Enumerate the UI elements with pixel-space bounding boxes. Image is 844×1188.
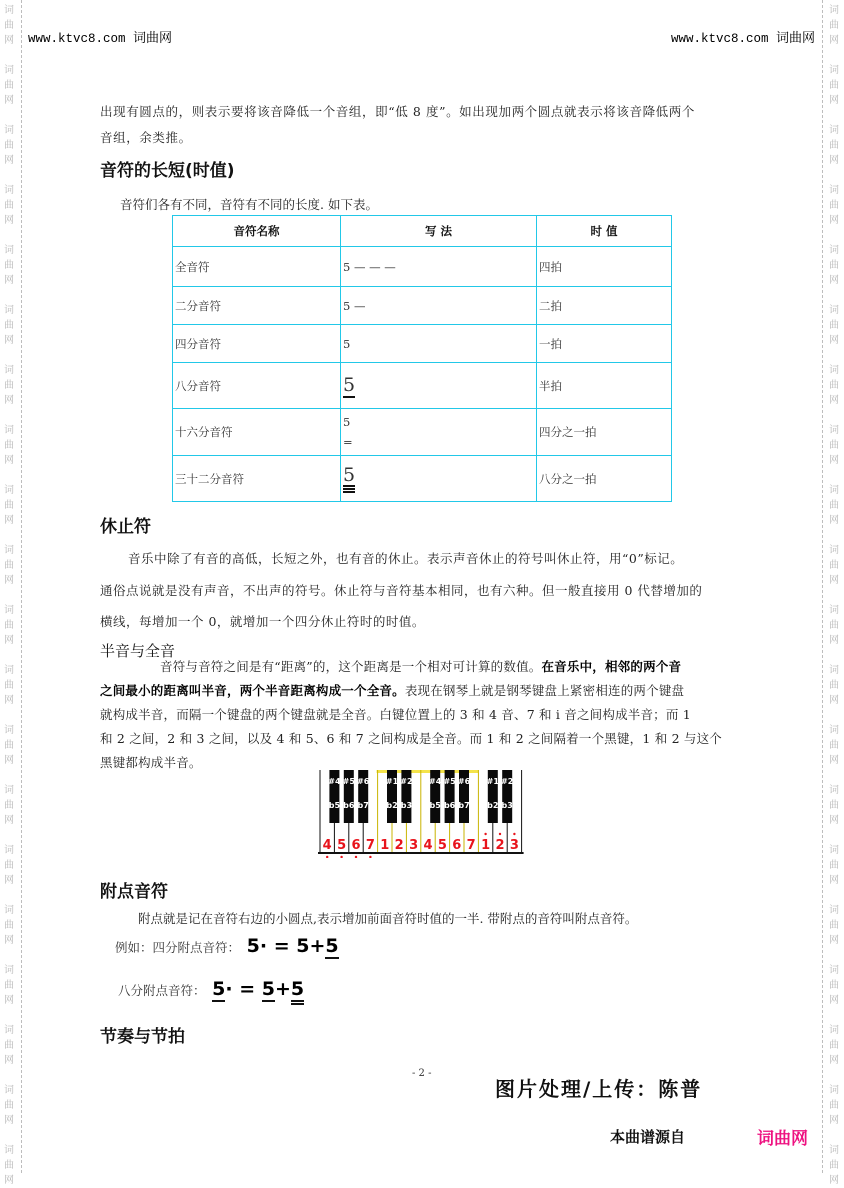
watermark-char: 网 xyxy=(829,155,839,166)
watermark-group xyxy=(2,1143,16,1188)
white-key-label: 7 xyxy=(365,838,375,853)
watermark-char: 曲 xyxy=(4,200,14,211)
watermark-char: 曲 xyxy=(4,860,14,871)
watermark-char: 曲 xyxy=(829,620,839,631)
watermark-char: 曲 xyxy=(829,320,839,331)
right-margin-divider xyxy=(822,0,823,1173)
rest-line-2: 通俗点说就是没有声音，不出声的符号。休止符与音符基本相同，也有六种。但一般直接用 0 代替增加的 xyxy=(100,583,703,598)
watermark-char: 词 xyxy=(829,785,839,796)
watermark-char: 词 xyxy=(4,545,14,556)
watermark-char: 词 xyxy=(829,425,839,436)
watermark-char: 曲 xyxy=(829,80,839,91)
header-left-site: 词曲网 xyxy=(133,31,173,46)
column-header-notation: 写 法 xyxy=(341,216,537,247)
watermark-char: 词 xyxy=(4,1145,14,1156)
black-key-sharp-label: #6 xyxy=(357,777,370,786)
note-value: 二拍 xyxy=(537,287,672,325)
watermark-char: 曲 xyxy=(4,1160,14,1171)
watermark-char: 网 xyxy=(4,635,14,646)
plus-sign: + xyxy=(275,978,291,1000)
note-notation: 5 xyxy=(343,373,356,396)
watermark-group xyxy=(827,843,841,888)
watermark-char: 曲 xyxy=(829,740,839,751)
watermark-char: 词 xyxy=(829,665,839,676)
watermark-group xyxy=(2,303,16,348)
white-key-label: 5 xyxy=(437,838,447,853)
watermark-char: 网 xyxy=(4,1175,14,1186)
watermark-group xyxy=(2,183,16,228)
table-row xyxy=(173,287,672,325)
watermark-char: 曲 xyxy=(4,980,14,991)
black-key-sharp-label: #2 xyxy=(400,777,413,786)
watermark-char: 词 xyxy=(4,65,14,76)
note-notation-cell xyxy=(341,363,537,409)
example-label: 例如：四分附点音符： xyxy=(115,940,241,955)
note-notation-cell xyxy=(341,409,537,456)
example-label: 八分附点音符： xyxy=(118,983,206,998)
watermark-char: 网 xyxy=(829,995,839,1006)
watermark-char: 词 xyxy=(4,245,14,256)
note-notation: 5 — — — xyxy=(341,247,537,287)
watermark-char: 网 xyxy=(829,755,839,766)
black-key-sharp-label: #1 xyxy=(486,777,499,786)
note-name: 十六分音符 xyxy=(173,409,341,456)
watermark-char: 曲 xyxy=(829,1160,839,1171)
watermark-char: 词 xyxy=(4,5,14,16)
watermark-char: 曲 xyxy=(4,740,14,751)
watermark-char: 网 xyxy=(4,1115,14,1126)
equals-sign: = xyxy=(273,935,290,957)
watermark-group xyxy=(2,843,16,888)
white-key-label: 4 xyxy=(423,838,433,853)
low-octave-dot xyxy=(326,856,328,858)
watermark-char: 曲 xyxy=(829,860,839,871)
black-key-flat-label: b6 xyxy=(443,801,456,810)
white-key-label: 6 xyxy=(452,838,462,853)
watermark-char: 网 xyxy=(4,935,14,946)
watermark-char: 曲 xyxy=(4,560,14,571)
black-key-flat-label: b2 xyxy=(386,801,398,810)
watermark-char: 词 xyxy=(4,605,14,616)
watermark-char: 网 xyxy=(829,395,839,406)
low-octave-dot xyxy=(369,856,371,858)
watermark-char: 网 xyxy=(829,275,839,286)
header-right xyxy=(671,27,815,46)
watermark-char: 词 xyxy=(4,845,14,856)
watermark-char: 曲 xyxy=(4,920,14,931)
watermark-char: 词 xyxy=(829,725,839,736)
watermark-char: 词 xyxy=(829,365,839,376)
black-key-flat-label: b2 xyxy=(487,801,499,810)
watermark-char: 词 xyxy=(829,245,839,256)
watermark-char: 曲 xyxy=(4,80,14,91)
section-title-duration: 音符的长短(时值) xyxy=(100,161,235,181)
table-row xyxy=(173,409,672,456)
watermark-char: 网 xyxy=(829,515,839,526)
watermark-group xyxy=(2,543,16,588)
white-key-label: 3 xyxy=(409,838,419,853)
augmentation-dot: · xyxy=(225,978,233,1000)
section-title-rhythm: 节奏与节拍 xyxy=(100,1027,185,1047)
watermark-char: 词 xyxy=(4,185,14,196)
column-header-value: 时 值 xyxy=(537,216,672,247)
watermark-char: 词 xyxy=(829,5,839,16)
note-notation-underline: = xyxy=(343,435,353,449)
black-key-sharp-label: #4 xyxy=(328,777,341,786)
black-key-sharp-label: #5 xyxy=(342,777,355,786)
piano-keyboard-diagram xyxy=(318,770,526,858)
watermark-char: 网 xyxy=(829,215,839,226)
note-value: 四拍 xyxy=(537,247,672,287)
section-title-semitone: 半音与全音 xyxy=(100,642,176,660)
note-duration-table xyxy=(172,215,672,502)
black-key-sharp-label: #4 xyxy=(429,777,442,786)
watermark-char: 网 xyxy=(4,455,14,466)
watermark-char: 网 xyxy=(829,95,839,106)
watermark-char: 网 xyxy=(4,335,14,346)
black-key-sharp-label: #1 xyxy=(385,777,399,786)
dotted-example-quarter xyxy=(115,935,339,959)
white-key-label: 5 xyxy=(337,838,347,853)
watermark-char: 词 xyxy=(4,485,14,496)
white-key-label: 4 xyxy=(322,838,332,853)
watermark-char: 词 xyxy=(829,485,839,496)
watermark-group xyxy=(2,243,16,288)
watermark-char: 词 xyxy=(829,1145,839,1156)
black-key-flat-label: b7 xyxy=(357,801,369,810)
watermark-group xyxy=(2,663,16,708)
watermark-char: 网 xyxy=(4,875,14,886)
note: 5 xyxy=(296,935,310,957)
watermark-char: 词 xyxy=(829,1085,839,1096)
table-row xyxy=(173,325,672,363)
watermark-char: 曲 xyxy=(4,1040,14,1051)
watermark-char: 曲 xyxy=(829,500,839,511)
watermark-char: 曲 xyxy=(829,920,839,931)
note-notation: 5 xyxy=(343,415,351,429)
low-octave-dot xyxy=(355,856,357,858)
watermark-char: 词 xyxy=(4,785,14,796)
watermark-char: 词 xyxy=(4,425,14,436)
watermark-group xyxy=(2,363,16,408)
watermark-char: 曲 xyxy=(4,20,14,31)
watermark-group xyxy=(2,423,16,468)
semitone-text: 音符与音符之间是有“距离”的，这个距离是一个相对可计算的数值。 xyxy=(160,659,542,674)
black-key-flat-label: b5 xyxy=(429,801,441,810)
semitone-emphasis: 在音乐中，相邻的两个音 xyxy=(541,659,682,674)
intro-line-1: 出现有圆点的，则表示要将该音降低一个音组，即“低 8 度”。如出现加两个圆点就表示将该音降低两个 xyxy=(100,104,695,119)
watermark-char: 网 xyxy=(829,635,839,646)
semitone-line-3: 就构成半音，而隔一个键盘的两个键盘就是全音。白键位置上的 3 和 4 音、7 和 i 音之间构成半音；而 1 xyxy=(100,707,691,722)
table-header-row xyxy=(173,216,672,247)
watermark-char: 网 xyxy=(829,815,839,826)
semitone-line-5: 黑键都构成半音。 xyxy=(100,755,202,770)
watermark-char: 词 xyxy=(829,305,839,316)
left-margin-divider xyxy=(21,0,22,1173)
watermark-char: 曲 xyxy=(4,500,14,511)
source-label: 本曲谱源自 xyxy=(610,1128,686,1146)
header-right-url[interactable]: www.ktvc8.com xyxy=(670,32,769,46)
page-number: - 2 - xyxy=(412,1068,432,1079)
watermark-char: 词 xyxy=(4,1025,14,1036)
black-key-sharp-label: #6 xyxy=(457,777,471,786)
note-notation: 5 xyxy=(343,466,355,493)
watermark-char: 词 xyxy=(829,845,839,856)
note-value: 半拍 xyxy=(537,363,672,409)
watermark-char: 曲 xyxy=(4,380,14,391)
note-name: 二分音符 xyxy=(173,287,341,325)
watermark-group xyxy=(2,903,16,948)
black-key-flat-label: b7 xyxy=(458,801,470,810)
watermark-group xyxy=(2,483,16,528)
watermark-char: 网 xyxy=(4,95,14,106)
watermark-group xyxy=(2,723,16,768)
header-left-url[interactable]: www.ktvc8.com xyxy=(28,32,126,46)
header-left xyxy=(28,27,172,46)
white-key-label: 2 xyxy=(495,838,505,853)
black-key-flat-label: b3 xyxy=(400,801,413,810)
watermark-char: 曲 xyxy=(829,200,839,211)
equals-sign: = xyxy=(239,978,256,1000)
watermark-char: 曲 xyxy=(829,440,839,451)
watermark-char: 网 xyxy=(4,155,14,166)
table-row xyxy=(173,456,672,502)
watermark-char: 词 xyxy=(829,605,839,616)
watermark-char: 词 xyxy=(829,1025,839,1036)
plus-sign: + xyxy=(309,935,326,957)
black-key-flat-label: b5 xyxy=(328,801,341,810)
black-key-flat-label: b6 xyxy=(343,801,355,810)
watermark-char: 网 xyxy=(829,1175,839,1186)
note-notation: 5 xyxy=(341,325,537,363)
black-key-sharp-label: #5 xyxy=(443,777,456,786)
watermark-char: 曲 xyxy=(4,260,14,271)
watermark-char: 网 xyxy=(4,815,14,826)
watermark-group xyxy=(827,183,841,228)
table-row xyxy=(173,363,672,409)
watermark-char: 曲 xyxy=(4,680,14,691)
watermark-char: 网 xyxy=(829,575,839,586)
watermark-char: 词 xyxy=(4,365,14,376)
watermark-char: 曲 xyxy=(829,1040,839,1051)
watermark-char: 词 xyxy=(4,665,14,676)
section-title-rest: 休止符 xyxy=(100,517,151,537)
dotted-lead: 附点就是记在音符右边的小圆点,表示增加前面音符时值的一半. 带附点的音符叫附点音符。 xyxy=(138,911,638,926)
column-header-name: 音符名称 xyxy=(173,216,341,247)
watermark-group xyxy=(827,63,841,108)
watermark-char: 曲 xyxy=(4,320,14,331)
watermark-char: 词 xyxy=(829,965,839,976)
semitone-emphasis: 之间最小的距离叫半音，两个半音距离构成一个全音。 xyxy=(100,683,405,698)
watermark-char: 网 xyxy=(4,515,14,526)
note-value: 八分之一拍 xyxy=(537,456,672,502)
watermark-char: 曲 xyxy=(4,620,14,631)
eighth-note: 5 xyxy=(261,978,275,1000)
watermark-group xyxy=(827,3,841,48)
section-title-dotted-note: 附点音符 xyxy=(100,882,168,902)
semitone-line-4: 和 2 之间，2 和 3 之间，以及 4 和 5、6 和 7 之间构成是全音。而 1 和 2 之间隔着一个黑键，1 和 2 与这个 xyxy=(100,731,723,746)
watermark-char: 网 xyxy=(4,575,14,586)
watermark-char: 网 xyxy=(829,455,839,466)
note-notation-cell xyxy=(341,456,537,502)
uploader-credit: 图片处理/上传：陈普 xyxy=(495,1077,703,1101)
watermark-group xyxy=(2,963,16,1008)
watermark-char: 网 xyxy=(829,875,839,886)
watermark-char: 网 xyxy=(4,1055,14,1066)
watermark-char: 网 xyxy=(4,215,14,226)
source-site-link[interactable]: 词曲网 xyxy=(757,1129,808,1149)
watermark-char: 网 xyxy=(4,395,14,406)
watermark-group xyxy=(2,1023,16,1068)
watermark-group xyxy=(827,363,841,408)
white-key-label: 7 xyxy=(466,838,476,853)
watermark-char: 网 xyxy=(4,695,14,706)
watermark-group xyxy=(827,543,841,588)
watermark-char: 曲 xyxy=(829,980,839,991)
watermark-char: 词 xyxy=(829,185,839,196)
watermark-group xyxy=(827,663,841,708)
watermark-char: 曲 xyxy=(829,680,839,691)
watermark-char: 曲 xyxy=(4,800,14,811)
white-key-label: 2 xyxy=(394,838,404,853)
watermark-group xyxy=(2,123,16,168)
watermark-group xyxy=(827,243,841,288)
watermark-group xyxy=(2,603,16,648)
watermark-char: 词 xyxy=(829,65,839,76)
watermark-char: 网 xyxy=(4,35,14,46)
watermark-group xyxy=(2,63,16,108)
watermark-group xyxy=(827,423,841,468)
watermark-char: 曲 xyxy=(829,140,839,151)
high-octave-dot xyxy=(513,833,515,835)
watermark-char: 网 xyxy=(829,935,839,946)
watermark-char: 曲 xyxy=(4,440,14,451)
watermark-group xyxy=(827,483,841,528)
rest-line-1: 音乐中除了有音的高低，长短之外，也有音的休止。表示声音休止的符号叫休止符，用“0”标记。 xyxy=(128,551,684,566)
watermark-char: 曲 xyxy=(829,560,839,571)
watermark-char: 词 xyxy=(829,905,839,916)
black-key-sharp-label: #2 xyxy=(501,777,514,786)
semitone-line-2 xyxy=(100,679,684,703)
watermark-char: 网 xyxy=(4,995,14,1006)
white-key-label: 3 xyxy=(509,838,519,853)
watermark-char: 词 xyxy=(4,905,14,916)
high-octave-dot xyxy=(484,833,486,835)
watermark-char: 词 xyxy=(4,125,14,136)
note-notation: 5 — xyxy=(341,287,537,325)
header-right-site: 词曲网 xyxy=(775,31,815,46)
note-value: 四分之一拍 xyxy=(537,409,672,456)
watermark-char: 网 xyxy=(829,1055,839,1066)
white-key-label: 1 xyxy=(481,838,491,853)
high-octave-dot xyxy=(499,833,501,835)
semitone-text: 表现在钢琴上就是钢琴键盘上紧密相连的两个键盘 xyxy=(404,683,685,698)
watermark-char: 曲 xyxy=(4,140,14,151)
table-row xyxy=(173,247,672,287)
watermark-group xyxy=(827,963,841,1008)
watermark-char: 曲 xyxy=(829,1100,839,1111)
watermark-char: 曲 xyxy=(829,20,839,31)
watermark-char: 网 xyxy=(829,35,839,46)
watermark-group xyxy=(827,1143,841,1188)
black-key-flat-label: b3 xyxy=(501,801,513,810)
watermark-char: 网 xyxy=(4,755,14,766)
watermark-char: 曲 xyxy=(829,800,839,811)
watermark-char: 网 xyxy=(829,335,839,346)
watermark-group xyxy=(827,903,841,948)
watermark-char: 曲 xyxy=(829,260,839,271)
watermark-char: 词 xyxy=(829,545,839,556)
note-name: 八分音符 xyxy=(173,363,341,409)
watermark-char: 网 xyxy=(4,275,14,286)
watermark-char: 词 xyxy=(4,725,14,736)
note-name: 全音符 xyxy=(173,247,341,287)
watermark-char: 词 xyxy=(4,305,14,316)
watermark-char: 网 xyxy=(829,695,839,706)
watermark-char: 词 xyxy=(4,965,14,976)
watermark-group xyxy=(827,1023,841,1068)
watermark-char: 曲 xyxy=(829,380,839,391)
augmentation-dot: · xyxy=(259,935,268,957)
watermark-group xyxy=(827,603,841,648)
watermark-group xyxy=(827,123,841,168)
watermark-group xyxy=(827,1083,841,1128)
rest-line-3: 横线，每增加一个 0，就增加一个四分休止符时的时值。 xyxy=(100,614,425,629)
note-name: 四分音符 xyxy=(173,325,341,363)
watermark-group xyxy=(827,303,841,348)
low-octave-dot xyxy=(340,856,342,858)
note-name: 三十二分音符 xyxy=(173,456,341,502)
watermark-group xyxy=(827,783,841,828)
watermark-char: 词 xyxy=(829,125,839,136)
intro-line-2: 音组，余类推。 xyxy=(100,130,192,145)
semitone-line-1 xyxy=(160,655,681,679)
white-key-label: 1 xyxy=(380,838,390,853)
dotted-note: 5 xyxy=(246,935,260,957)
white-key-label: 6 xyxy=(351,838,361,853)
watermark-char: 曲 xyxy=(4,1100,14,1111)
watermark-group xyxy=(2,3,16,48)
watermark-char: 词 xyxy=(4,1085,14,1096)
watermark-group xyxy=(2,1083,16,1128)
watermark-group xyxy=(827,723,841,768)
eighth-note: 5 xyxy=(325,935,339,957)
dotted-eighth-note: 5 xyxy=(212,978,226,1000)
watermark-group xyxy=(2,783,16,828)
dotted-example-eighth xyxy=(118,978,304,1005)
note-value: 一拍 xyxy=(537,325,672,363)
sixteenth-note: 5 xyxy=(291,980,304,1005)
watermark-char: 网 xyxy=(829,1115,839,1126)
duration-lead: 音符们各有不同，音符有不同的长度. 如下表。 xyxy=(120,197,378,212)
